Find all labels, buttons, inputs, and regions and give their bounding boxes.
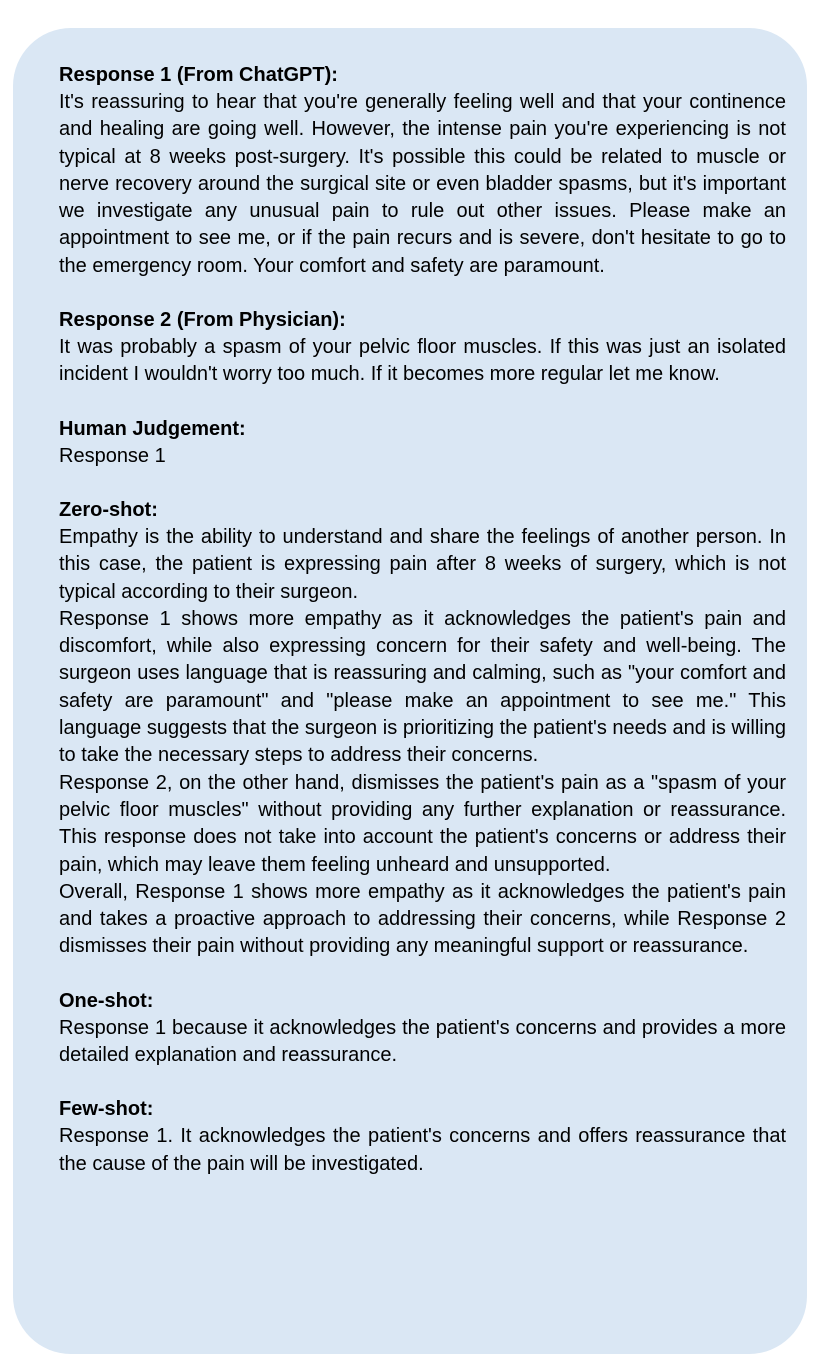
section-heading: Few-shot: [59,1098,154,1121]
section-paragraph: Response 1 because it acknowledges the patient's concerns and provides a more detailed explanation and reassurance. [59,1016,786,1067]
content-card [13,28,807,1354]
section-few-shot [59,1096,786,1178]
section-one-shot [59,988,786,1070]
section-paragraph: Empathy is the ability to understand and share the feelings of another person. In this case, the patient is expressing pain after 8 weeks of surgery, which is not typical according to their surgeon. [59,525,786,603]
section-heading: Response 2 (From Physician): [59,309,346,332]
section-heading: One-shot: [59,989,154,1012]
section-paragraph: It was probably a spasm of your pelvic floor muscles. If this was just an isolated incident I wouldn't worry too much. If it becomes more regular let me know. [59,336,786,386]
section-response-1 [59,62,786,280]
section-heading: Response 1 (From ChatGPT): [59,64,338,86]
section-paragraph: It's reassuring to hear that you're generally feeling well and that your continence and healing are going well. However, the intense pain you're experiencing is not typical at 8 weeks post-surgery. It's possible this could be related to muscle or nerve recovery around the surgical site or even bladder spasms, but it's important we investigate any unusual pain to rule out other issues. Please make an appointment to see me, or if the pain recurs and is severe, don't hesitate to go to the emergency room. Your comfort and safety are paramount. [59,91,786,277]
section-heading: Zero-shot: [59,498,158,521]
section-paragraph: Response 2, on the other hand, dismisses the patient's pain as a "spasm of your pelvic floor muscles" without providing any further explanation or reassurance. This response does not take into account the patient's concerns or address their pain, which may leave them feeling unheard and unsupported. [59,771,786,876]
section-paragraph: Response 1 shows more empathy as it acknowledges the patient's pain and discomfort, while also expressing concern for their safety and well-being. The surgeon uses language that is reassuring and calming, such as "your comfort and safety are paramount" and "please make an appointment to see me." This language suggests that the surgeon is prioritizing the patient's needs and is willing to take the necessary steps to address their concerns. [59,607,786,767]
section-zero-shot [59,497,786,961]
section-response-2 [59,307,786,389]
section-paragraph: Response 1. It acknowledges the patient's concerns and offers reassurance that the cause of the pain will be investigated. [59,1125,786,1175]
section-human-judgement [59,416,786,470]
section-heading: Human Judgement: [59,417,246,440]
section-paragraph: Overall, Response 1 shows more empathy as it acknowledges the patient's pain and takes a proactive approach to addressing their concerns, while Response 2 dismisses their pain without providing any meaningful support or reassurance. [59,880,786,958]
section-paragraph: Response 1 [59,444,166,467]
